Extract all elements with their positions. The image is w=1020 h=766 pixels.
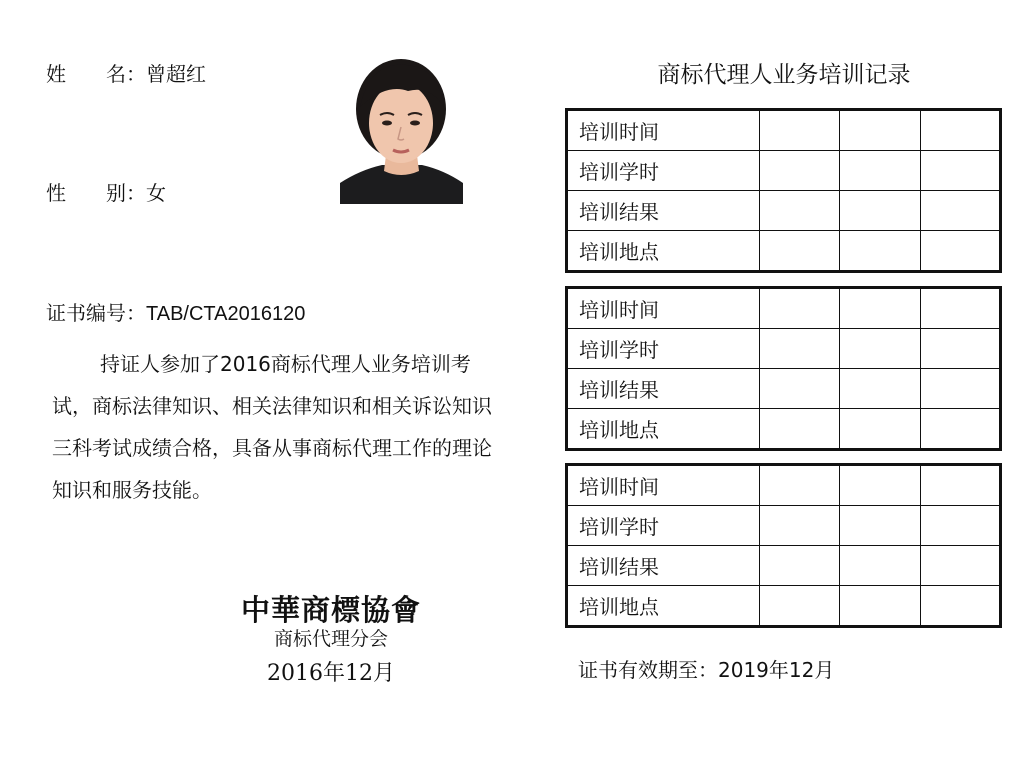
- table-row: [567, 409, 1001, 450]
- training-table-3: [565, 463, 1002, 628]
- row-label: 培训地点: [567, 409, 760, 450]
- table-cell: [920, 546, 1000, 586]
- cert-number: TAB/CTA2016120: [146, 303, 306, 325]
- training-table-2: [565, 286, 1002, 451]
- row-label: 培训时间: [567, 288, 760, 329]
- table-cell: [760, 586, 840, 627]
- table-cell: [920, 231, 1000, 272]
- row-label: 培训地点: [567, 231, 760, 272]
- training-record-title: 商标代理人业务培训记录: [657, 62, 911, 88]
- row-label: 培训学时: [567, 329, 760, 369]
- table-cell: [920, 110, 1000, 151]
- gender-row: [46, 177, 166, 206]
- table-cell: [840, 191, 920, 231]
- table-cell: [760, 110, 840, 151]
- table-row: [567, 329, 1001, 369]
- table-row: [567, 506, 1001, 546]
- association-logo-text: 中華商標協會: [240, 593, 421, 627]
- issue-date: 2016年12月: [267, 661, 395, 686]
- name-row: [46, 58, 206, 87]
- table-row: [567, 151, 1001, 191]
- row-label: 培训结果: [567, 546, 760, 586]
- row-label: 培训时间: [567, 110, 760, 151]
- holder-name: 曾超红: [146, 62, 206, 86]
- statement-paragraph: 持证人参加了2016商标代理人业务培训考试，商标法律知识、相关法律知识和相关诉讼知识三科考试成绩合格，具备从事商标代理工作的理论知识和服务技能。: [52, 352, 492, 502]
- table-row: [567, 465, 1001, 506]
- table-cell: [920, 465, 1000, 506]
- table-cell: [760, 191, 840, 231]
- table-cell: [760, 329, 840, 369]
- table-cell: [840, 465, 920, 506]
- row-label: 培训学时: [567, 151, 760, 191]
- table-cell: [760, 546, 840, 586]
- table-cell: [840, 506, 920, 546]
- table-cell: [920, 329, 1000, 369]
- table-cell: [760, 151, 840, 191]
- table-cell: [760, 231, 840, 272]
- holder-photo: [340, 55, 463, 204]
- table-row: [567, 586, 1001, 627]
- table-cell: [840, 231, 920, 272]
- table-cell: [920, 506, 1000, 546]
- cert-number-row: [46, 297, 305, 326]
- table-cell: [760, 465, 840, 506]
- branch-name: 商标代理分会: [273, 628, 388, 650]
- table-cell: [840, 409, 920, 450]
- training-table-1: [565, 108, 1002, 273]
- table-cell: [840, 586, 920, 627]
- validity-label: 证书有效期至：: [578, 658, 718, 682]
- table-cell: [840, 110, 920, 151]
- table-cell: [760, 369, 840, 409]
- validity-row: [578, 654, 834, 683]
- cert-number-label: 证书编号：: [46, 301, 146, 325]
- row-label: 培训时间: [567, 465, 760, 506]
- gender-label: 性 别：: [46, 181, 146, 205]
- row-label: 培训学时: [567, 506, 760, 546]
- validity-date: 2019年12月: [718, 658, 835, 682]
- table-cell: [840, 369, 920, 409]
- table-row: [567, 110, 1001, 151]
- row-label: 培训结果: [567, 191, 760, 231]
- row-label: 培训结果: [567, 369, 760, 409]
- table-row: [567, 546, 1001, 586]
- table-cell: [840, 546, 920, 586]
- table-cell: [920, 409, 1000, 450]
- table-cell: [840, 329, 920, 369]
- table-cell: [920, 369, 1000, 409]
- table-cell: [920, 151, 1000, 191]
- table-row: [567, 288, 1001, 329]
- table-cell: [920, 288, 1000, 329]
- table-row: [567, 369, 1001, 409]
- table-cell: [840, 151, 920, 191]
- table-cell: [760, 506, 840, 546]
- row-label: 培训地点: [567, 586, 760, 627]
- table-cell: [760, 288, 840, 329]
- name-label: 姓 名：: [46, 62, 146, 86]
- table-row: [567, 191, 1001, 231]
- table-cell: [920, 586, 1000, 627]
- table-row: [567, 231, 1001, 272]
- table-cell: [920, 191, 1000, 231]
- holder-gender: 女: [146, 181, 166, 205]
- table-cell: [840, 288, 920, 329]
- table-cell: [760, 409, 840, 450]
